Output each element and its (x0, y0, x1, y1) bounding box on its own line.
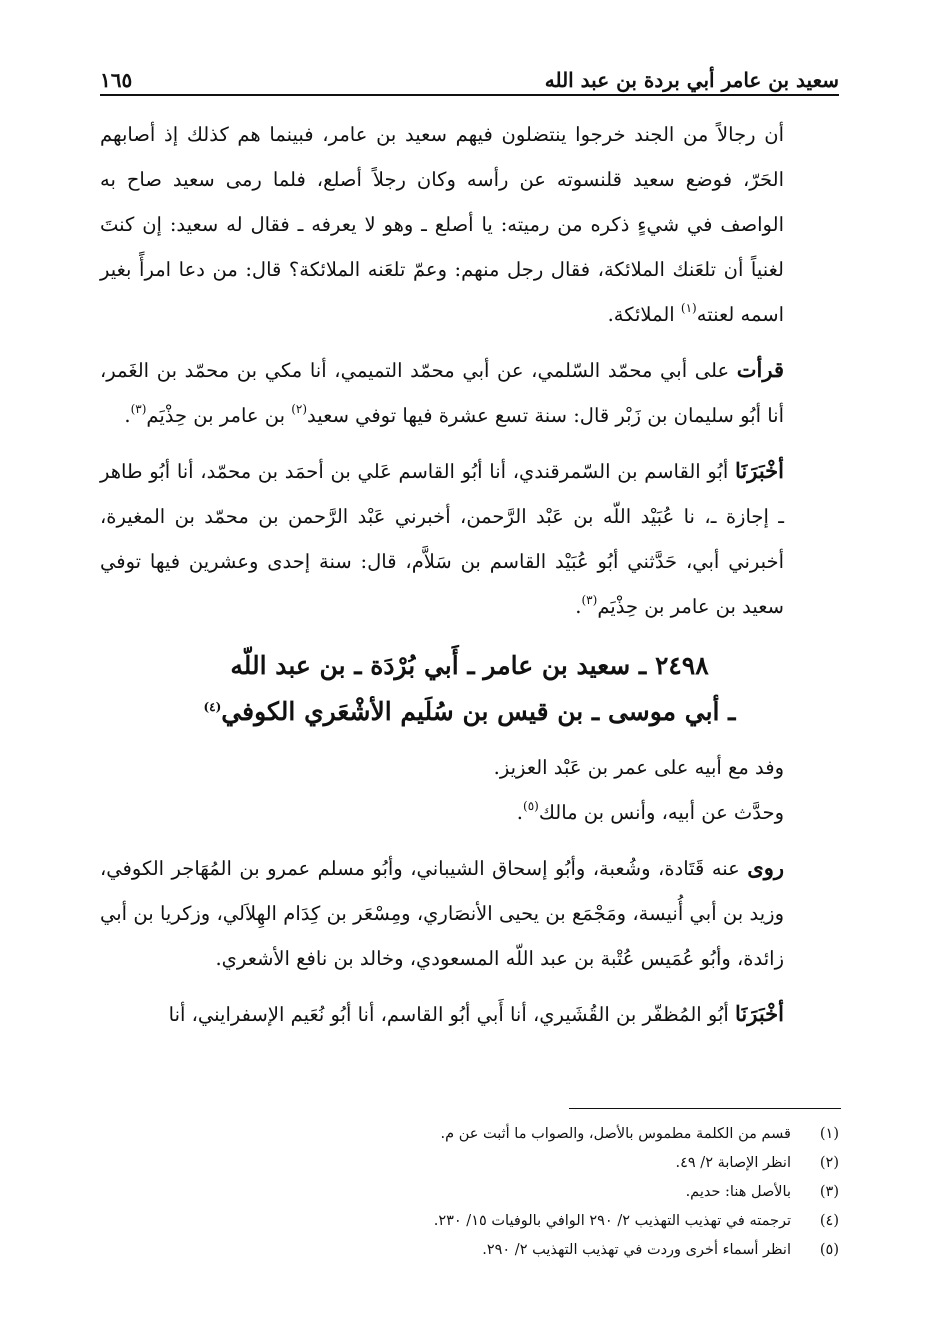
paragraph-3-end: . (575, 595, 582, 618)
paragraph-4-text: عنه قَتَادة، وشُعبة، وأبُو إسحاق الشيباني، وأبُو مسلم عمرو بن المُهَاجر الكوفي، وزيد بن أبي أُنيسة، ومَجْمَع بن يحيى الأنصَاري، ومِسْعَر بن كِدَام الهِلاَلي، وزكريا بن أبي زائدة، وأبُو عُمَيس عُتْبة بن عبد اللّه المسعودي، وخالد بن نافع الأشعري. (100, 857, 784, 970)
footnote-rule (569, 1108, 841, 1109)
paragraph-5-lead: أخْبَرَنَا (735, 1001, 784, 1026)
entry-line-3: وفد مع أبيه على عمر بن عَبْد العزيز. (493, 756, 784, 779)
paragraph-3-lead: أخْبَرَنَا (735, 458, 784, 483)
footnote (100, 1149, 839, 1178)
paragraph-5-text: أبُو المُظفّر بن القُشَيري، أنا أَبي أبُو القاسم، أنا أبُو نُعَيم الإسفرايني، أنا (168, 1003, 736, 1026)
footnote (100, 1236, 839, 1265)
footnote-text: ترجمته في تهذيب التهذيب ٢/ ٢٩٠ الوافي بالوفيات ١٥/ ٢٣٠. (433, 1213, 791, 1229)
footnote-text: انظر أسماء أخرى وردت في تهذيب التهذيب ٢/ ٢٩٠. (482, 1242, 791, 1258)
entry-heading-line-1: ٢٤٩٨ ـ سعيد بن عامر ـ أَبي بُرْدَة ـ بن عبد اللّه (230, 651, 709, 680)
running-title: سعيد بن عامر أبي بردة بن عبد الله (544, 68, 839, 92)
paragraph-3 (100, 448, 839, 629)
footnote-text: انظر الإصابة ٢/ ٤٩. (675, 1155, 791, 1171)
footnote-ref-2: (٢) (291, 402, 308, 416)
paragraph-1-text: أن رجالاً من الجند خرجوا ينتضلون فيهم سعيد بن عامر، فبينما هم كذلك إذ أصابهم الحَرّ، فوضع سعيد قلنسوته عن رأسه وكان رجلاً أصلع، فلما رمى سعيد صاح به الواصف في شيءٍ ذكره من رميته: يا أصلع ـ وهو لا يعرفه ـ فقال له سعيد: إن كنتَ لغنياً أن تلعَنك الملائكة، فقال رجل منهم: وعمّ تلعَنه الملائكة؟ قال: من دعا امرأً بغير اسمه لعنته (100, 123, 784, 326)
paragraph-2-end: . (124, 404, 131, 427)
footnote (100, 1120, 839, 1149)
paragraph-2-text: على أبي محمّد السّلمي، عن أبي محمّد التميمي، أنا مكي بن محمّد بن الغَمر، أنا أبُو سليمان بن زَبْر قال: سنة تسع عشرة فيها توفي سعيد (100, 359, 784, 427)
main-text (100, 112, 839, 1037)
entry-heading-line-2 (100, 689, 839, 735)
paragraph-1 (100, 112, 839, 337)
footnote-ref-1: (١) (680, 301, 697, 315)
paragraph-4 (100, 845, 839, 981)
footnote-text: بالأصل هنا: حديم. (685, 1184, 791, 1200)
footnote (100, 1178, 839, 1207)
page-number: ١٦٥ (100, 68, 133, 92)
footnote-ref-3b: (٣) (581, 593, 598, 607)
footnote-number: (٤) (819, 1213, 839, 1229)
paragraph-3-text: أبُو القاسم بن السّمرقندي، أنا أبُو القاسم عَلي بن أحمَد بن محمّد، أنا أبُو طاهر ـ إجازة ـ، نا عُبَيْد اللّه بن عَبْد الرَّحمن، أخبرني عَبْد الرَّحمن بن محمّد بن المغيرة، أخبرني أبي، حَدَّثني أبُو عُبَيْد القاسم بن سَلاَّم، قال: سنة إحدى وعشرين فيها توفي سعيد بن عامر بن حِذْيَم (100, 460, 784, 618)
footnote-number: (١) (819, 1126, 839, 1142)
paragraph-2-mid: بن عامر بن حِذْيَم (146, 404, 292, 427)
entry-heading (100, 643, 839, 735)
paragraph-2 (100, 347, 839, 438)
entry-line-4-end: . (516, 801, 523, 824)
footnote-ref-4: (٤) (203, 700, 222, 714)
entry-heading-line-2-text: ـ أبي موسى ـ بن قيس بن سُلَيم الأشْعَري الكوفي (221, 697, 736, 726)
footnote-ref-5: (٥) (523, 799, 539, 813)
header-rule (100, 94, 839, 96)
footnote-ref-3a: (٣) (130, 402, 147, 416)
footnote-number: (٢) (819, 1155, 839, 1171)
paragraph-4-lead: روى (747, 855, 784, 880)
running-head (100, 58, 839, 92)
entry-line-4 (100, 790, 839, 835)
paragraph-5 (100, 991, 839, 1037)
footnote-number: (٣) (819, 1184, 839, 1200)
footnote-number: (٥) (819, 1242, 839, 1258)
paragraph-1-end: الملائكة. (607, 303, 681, 326)
footnote-text: قسم من الكلمة مطموس بالأصل، والصواب ما أثبت عن م. (440, 1126, 791, 1142)
footnote (100, 1207, 839, 1236)
paragraph-2-lead: قرأت (736, 357, 784, 382)
entry-line-4-text: وحدَّث عن أبيه، وأنس بن مالك (538, 801, 784, 824)
footnotes (100, 1120, 839, 1265)
